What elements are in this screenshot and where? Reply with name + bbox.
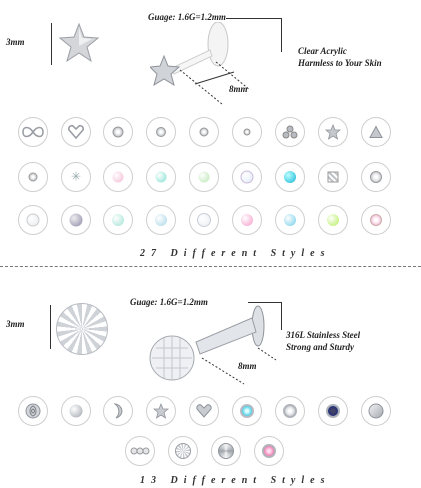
style-option — [61, 162, 91, 192]
style-option — [146, 205, 176, 235]
small-crystal-icon — [244, 129, 251, 136]
style-option — [318, 162, 348, 192]
style-option — [189, 396, 219, 426]
style-option — [103, 162, 133, 192]
style-option — [318, 205, 348, 235]
material-label: 316L Stainless Steel — [286, 330, 361, 340]
blue-opal-icon — [155, 214, 167, 226]
size-label: 3mm — [6, 37, 25, 47]
size-label: 3mm — [6, 319, 25, 329]
crystal-icon — [113, 127, 124, 138]
style-option — [189, 117, 219, 147]
style-option — [18, 117, 48, 147]
style-option — [61, 396, 91, 426]
length-label: 8mm — [238, 361, 257, 371]
style-option — [103, 205, 133, 235]
clear-crystal-icon — [370, 171, 382, 183]
green-opal-icon — [327, 214, 339, 226]
flat-disc-icon — [369, 404, 384, 419]
star-icon — [153, 403, 169, 419]
style-option — [103, 396, 133, 426]
style-option — [232, 117, 262, 147]
size-dimension-line — [51, 23, 52, 65]
navy-crystal-icon — [326, 404, 340, 418]
style-option — [61, 205, 91, 235]
moon-icon — [111, 403, 125, 419]
style-option — [189, 162, 219, 192]
crystal-icon — [200, 128, 209, 137]
style-option — [318, 396, 348, 426]
style-option — [189, 205, 219, 235]
pink-crystal-icon — [370, 214, 382, 226]
disco-ball-icon — [175, 443, 191, 459]
sky-opal-icon — [284, 214, 296, 226]
style-option — [168, 436, 198, 466]
aqua-opal-icon — [156, 172, 167, 183]
square-crystal-icon — [328, 172, 339, 183]
crystal-icon — [283, 404, 297, 418]
heart-icon — [196, 404, 212, 418]
pink-opal-icon — [241, 214, 253, 226]
gauge-label: Guage: 1.6G=1.2mm — [148, 12, 226, 22]
style-option — [232, 205, 262, 235]
style-option — [146, 117, 176, 147]
style-option — [146, 162, 176, 192]
acrylic-labret-illustration — [150, 22, 290, 108]
green-opal-icon — [199, 172, 210, 183]
style-option — [318, 117, 348, 147]
infinity-icon — [22, 126, 44, 138]
length-label: 8mm — [229, 84, 248, 94]
pearl-icon — [27, 214, 40, 227]
lavender-opal-icon — [70, 214, 83, 227]
trinity-crystal-icon — [130, 447, 150, 455]
mint-opal-icon — [112, 214, 124, 226]
material-label: Clear Acrylic — [298, 46, 347, 56]
section-divider — [0, 266, 421, 267]
pink-crystal-icon — [262, 444, 276, 458]
style-option — [275, 117, 305, 147]
styles-caption: 13 Different Styles — [140, 475, 331, 486]
style-option — [361, 205, 391, 235]
style-option — [18, 205, 48, 235]
triangle-icon — [369, 126, 383, 139]
style-option — [275, 396, 305, 426]
ball-icon — [70, 405, 83, 418]
cone-icon — [218, 443, 234, 459]
callout-line — [248, 302, 282, 303]
white-opal-icon — [197, 213, 211, 227]
style-option — [361, 396, 391, 426]
callout-line — [226, 18, 282, 19]
style-option — [232, 162, 262, 192]
callout-line — [281, 302, 282, 330]
style-option — [361, 117, 391, 147]
style-option — [275, 162, 305, 192]
style-option — [361, 162, 391, 192]
gauge-label: Guage: 1.6G=1.2mm — [130, 297, 208, 307]
material-sub-label: Harmless to Your Skin — [298, 58, 382, 68]
callout-line — [281, 18, 282, 52]
trinity-ball-icon — [282, 125, 298, 139]
crystal-icon — [156, 127, 166, 137]
heart-outline-icon — [68, 125, 84, 139]
style-option — [61, 117, 91, 147]
star-crystal-icon: ✳ — [70, 169, 82, 184]
rose-icon — [25, 403, 41, 419]
style-option — [18, 396, 48, 426]
style-option — [211, 436, 241, 466]
style-option — [146, 396, 176, 426]
size-dimension-line — [50, 305, 51, 349]
style-option — [254, 436, 284, 466]
style-option — [103, 117, 133, 147]
star-icon — [325, 124, 341, 140]
styles-caption: 27 Different Styles — [140, 248, 331, 259]
star-top-icon — [58, 22, 100, 66]
style-option — [18, 162, 48, 192]
steel-labret-illustration — [140, 302, 300, 392]
pink-opal-icon — [113, 172, 124, 183]
aqua-crystal-icon — [240, 404, 254, 418]
blue-opal-icon — [284, 171, 296, 183]
style-option — [232, 396, 262, 426]
disco-ball-sample-icon — [56, 303, 108, 355]
style-option — [125, 436, 155, 466]
crystal-icon — [29, 173, 38, 182]
material-sub-label: Strong and Sturdy — [286, 342, 355, 352]
style-option — [275, 205, 305, 235]
white-opal-icon — [241, 171, 254, 184]
